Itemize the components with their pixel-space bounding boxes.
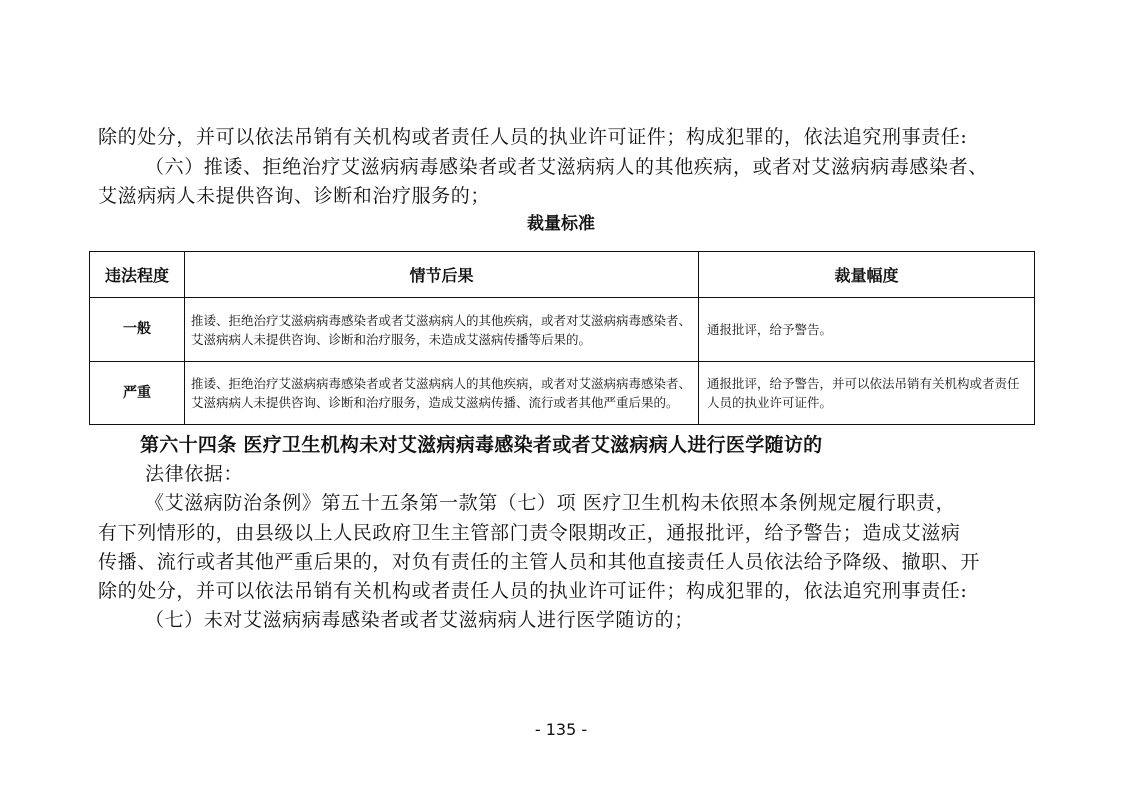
header-degree: 违法程度 bbox=[90, 252, 185, 298]
paragraph-line: 艾滋病病人未提供咨询、诊断和治疗服务的； bbox=[98, 185, 491, 207]
header-range: 裁量幅度 bbox=[699, 252, 1035, 298]
paragraph-line: 传播、流行或者其他严重后果的，对负有责任的主管人员和其他直接责任人员依法给予降级、撤职、开 bbox=[98, 551, 981, 573]
page-number: - 135 - bbox=[534, 720, 588, 739]
table-row bbox=[90, 362, 1035, 425]
header-detail: 情节后果 bbox=[185, 252, 699, 298]
paragraph-line: （七）未对艾滋病病毒感染者或者艾滋病病人进行医学随访的； bbox=[145, 609, 694, 631]
table-title: 裁量标准 bbox=[527, 214, 595, 234]
legal-basis-label: 法律依据： bbox=[145, 463, 244, 485]
table-row bbox=[90, 298, 1035, 362]
paragraph-line: 有下列情形的，由县级以上人民政府卫生主管部门责令限期改正，通报批评，给予警告；造成艾滋病 bbox=[98, 522, 961, 544]
detail-cell: 推诿、拒绝治疗艾滋病病毒感染者或者艾滋病病人的其他疾病，或者对艾滋病病毒感染者、艾滋病病人未提供咨询、诊断和治疗服务，未造成艾滋病传播等后果的。 bbox=[185, 298, 699, 362]
paragraph-line: 除的处分，并可以依法吊销有关机构或者责任人员的执业许可证件；构成犯罪的，依法追究刑事责任: bbox=[98, 126, 968, 148]
paragraph-line: 除的处分，并可以依法吊销有关机构或者责任人员的执业许可证件；构成犯罪的，依法追究刑事责任: bbox=[98, 580, 968, 602]
degree-cell: 严重 bbox=[90, 362, 185, 425]
detail-cell: 推诿、拒绝治疗艾滋病病毒感染者或者艾滋病病人的其他疾病，或者对艾滋病病毒感染者、艾滋病病人未提供咨询、诊断和治疗服务，造成艾滋病传播、流行或者其他严重后果的。 bbox=[185, 362, 699, 425]
range-cell: 通报批评，给予警告。 bbox=[699, 298, 1035, 362]
paragraph-line: （六）推诿、拒绝治疗艾滋病病毒感染者或者艾滋病病人的其他疾病，或者对艾滋病病毒感染者、 bbox=[145, 156, 988, 178]
table-header-row bbox=[90, 252, 1035, 298]
discretion-standard-table bbox=[89, 251, 1035, 425]
paragraph-line: 《艾滋病防治条例》第五十五条第一款第（七）项 医疗卫生机构未依照本条例规定履行职责， bbox=[145, 492, 956, 514]
degree-cell: 一般 bbox=[90, 298, 185, 362]
range-cell: 通报批评，给予警告，并可以依法吊销有关机构或者责任人员的执业许可证件。 bbox=[699, 362, 1035, 425]
article-heading: 第六十四条 医疗卫生机构未对艾滋病病毒感染者或者艾滋病病人进行医学随访的 bbox=[140, 434, 823, 456]
